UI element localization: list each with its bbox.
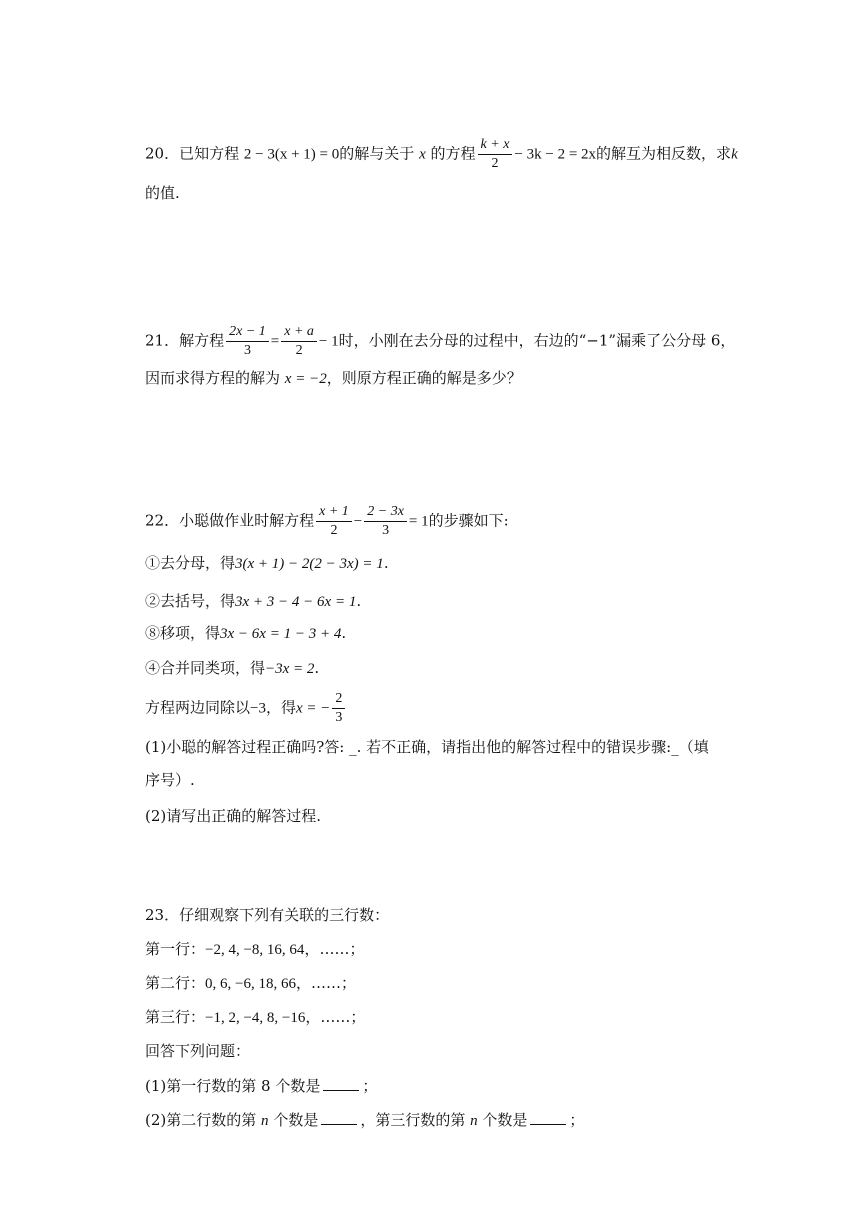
q22-step4-equation: −3x = 2: [265, 661, 315, 677]
q22-minus: −: [353, 513, 363, 530]
q21-frac2-den: 2: [281, 341, 317, 360]
q23-row2-etc: ，……；: [295, 974, 356, 992]
q23-part1: [145, 1074, 377, 1098]
q21-text: 解方程: [179, 331, 225, 350]
q21-frac2-num: x + a: [284, 324, 314, 339]
q21-fraction1: [226, 323, 269, 360]
q21-solution: x = −2: [284, 371, 327, 387]
q22-step5-divisor: −3: [250, 700, 266, 717]
q23-semicolon: ；: [362, 1077, 378, 1095]
q20-number: 20．: [145, 144, 180, 163]
q23-part2-text: 个数是: [273, 1111, 319, 1129]
q20-text: 的解与关于: [339, 144, 415, 163]
q23-row1: [145, 937, 364, 962]
q22-step3-text: ⑧移项，得: [145, 624, 221, 642]
q22-text: 的步骤如下:: [428, 511, 509, 530]
q23-part2-text: (2)第二行数的第: [145, 1111, 257, 1129]
q23-row1-values: −2, 4, −8, 16, 64: [205, 942, 305, 958]
q22-number: 22．: [145, 511, 180, 530]
q21-fraction2: [281, 323, 317, 360]
q23-var-n: n: [261, 1113, 269, 1129]
q22-frac1-den: 2: [316, 521, 352, 540]
q20-var-x: x: [419, 146, 426, 163]
q23-answer-intro: [145, 1039, 250, 1063]
q23-part1-text: (1)第一行数的第 8 个数是: [145, 1077, 321, 1095]
q22-step5: [145, 690, 347, 727]
q22-part1-line1: [145, 735, 709, 759]
q20-equation2: − 3k − 2 = 2x: [514, 146, 597, 163]
q23-part2-text: 个数是: [482, 1111, 528, 1129]
q21-equals: =: [270, 333, 280, 350]
answer-blank[interactable]: [530, 1110, 566, 1125]
q21-equation-rest: − 1: [318, 333, 339, 350]
q22-part2: [145, 804, 321, 828]
q20-equation1: 2 − 3(x + 1) = 0: [243, 146, 340, 163]
q21-line1: [145, 323, 735, 360]
answer-blank[interactable]: [321, 1110, 357, 1125]
q22-step1: ①去分母，得3(x + 1) − 2(2 − 3x) = 1.: [145, 554, 389, 572]
q20-text: 的方程: [430, 144, 476, 163]
q22-step4: ④合并同类项，得−3x = 2.: [145, 659, 320, 677]
q22-step5-fraction: [332, 690, 345, 727]
q22-line1: [145, 503, 509, 540]
q20-line2: [145, 181, 180, 205]
q20-frac-num: k + x: [480, 137, 510, 152]
q22-step1-text: ①去分母，得: [145, 554, 236, 572]
q22-part1-line2: [145, 768, 195, 792]
q22-step4-text: ④合并同类项，得: [145, 659, 266, 677]
q23-row2-values: 0, 6, −6, 18, 66: [205, 976, 296, 992]
q21-text: ，则原方程正确的解是多少？: [326, 369, 522, 387]
answer-blank[interactable]: [323, 1076, 359, 1091]
q22-frac2-den: 3: [364, 521, 407, 540]
q22-equation-rest: = 1: [408, 513, 429, 530]
q23-semicolon: ；: [569, 1111, 585, 1129]
q22-step5-num: 2: [335, 691, 343, 706]
q22-step2: ②去括号，得3x + 3 − 4 − 6x = 1.: [145, 592, 362, 610]
q23-row1-label: 第一行：: [145, 940, 206, 958]
q23-row2: [145, 971, 356, 996]
q22-step2-text: ②去括号，得: [145, 592, 236, 610]
q21-frac1-den: 3: [226, 341, 269, 360]
q23-row1-etc: ，……；: [304, 940, 365, 958]
q21-frac1-num: 2x − 1: [229, 324, 266, 339]
q23-row3-etc: ，……；: [305, 1008, 366, 1026]
q22-fraction1: [316, 503, 352, 540]
q23-part2: [145, 1108, 584, 1133]
q23-row3-values: −1, 2, −4, 8, −16: [205, 1010, 306, 1026]
q20-text: 的值.: [145, 184, 180, 202]
q20-line1: [145, 136, 738, 173]
q23-line1: [145, 903, 389, 927]
q22-step5-lhs: x = −: [296, 700, 331, 717]
q22-part1-text: (1)小聪的解答过程正确吗?答: _. 若不正确，请指出他的解答过程中的错误步骤:_（填: [145, 738, 709, 756]
q20-text: 已知方程: [179, 144, 240, 163]
q22-frac2-num: 2 − 3x: [367, 504, 404, 519]
q23-row3: [145, 1005, 365, 1030]
q22-step5-text: ，得: [265, 698, 296, 717]
q22-step5-text: 方程两边同除以: [145, 698, 251, 717]
q22-step3: ⑧移项，得3x − 6x = 1 − 3 + 4.: [145, 624, 347, 642]
q23-part2-text: ，第三行数的第: [360, 1111, 466, 1129]
q21-number: 21．: [145, 331, 180, 350]
q20-fraction: [478, 136, 513, 173]
q21-text: 因而求得方程的解为: [145, 369, 281, 387]
q23-answer-text: 回答下列问题：: [145, 1042, 251, 1060]
q22-part1-text: 序号）.: [145, 771, 195, 789]
q22-part2-text: (2)请写出正确的解答过程.: [145, 807, 322, 825]
q20-text: 的解互为相反数，求: [596, 144, 732, 163]
q23-row2-label: 第二行：: [145, 974, 206, 992]
q22-text: 小聪做作业时解方程: [179, 511, 315, 530]
q22-frac1-num: x + 1: [319, 504, 349, 519]
q22-step1-equation: 3(x + 1) − 2(2 − 3x) = 1: [235, 556, 384, 572]
q22-fraction2: [364, 503, 407, 540]
q23-intro: 仔细观察下列有关联的三行数：: [179, 906, 390, 924]
q23-number: 23．: [145, 906, 180, 924]
q22-step5-den: 3: [332, 708, 345, 727]
q22-step3-equation: 3x − 6x = 1 − 3 + 4: [220, 626, 342, 642]
q22-step2-equation: 3x + 3 − 4 − 6x = 1: [235, 594, 357, 610]
q20-var-k: k: [731, 146, 738, 163]
q21-line2: [145, 366, 522, 391]
q20-frac-den: 2: [478, 154, 513, 173]
q21-text: 时，小刚在去分母的过程中，右边的“−1”漏乘了公分母 6，: [338, 331, 736, 350]
q23-row3-label: 第三行：: [145, 1008, 206, 1026]
q23-var-n: n: [470, 1113, 478, 1129]
